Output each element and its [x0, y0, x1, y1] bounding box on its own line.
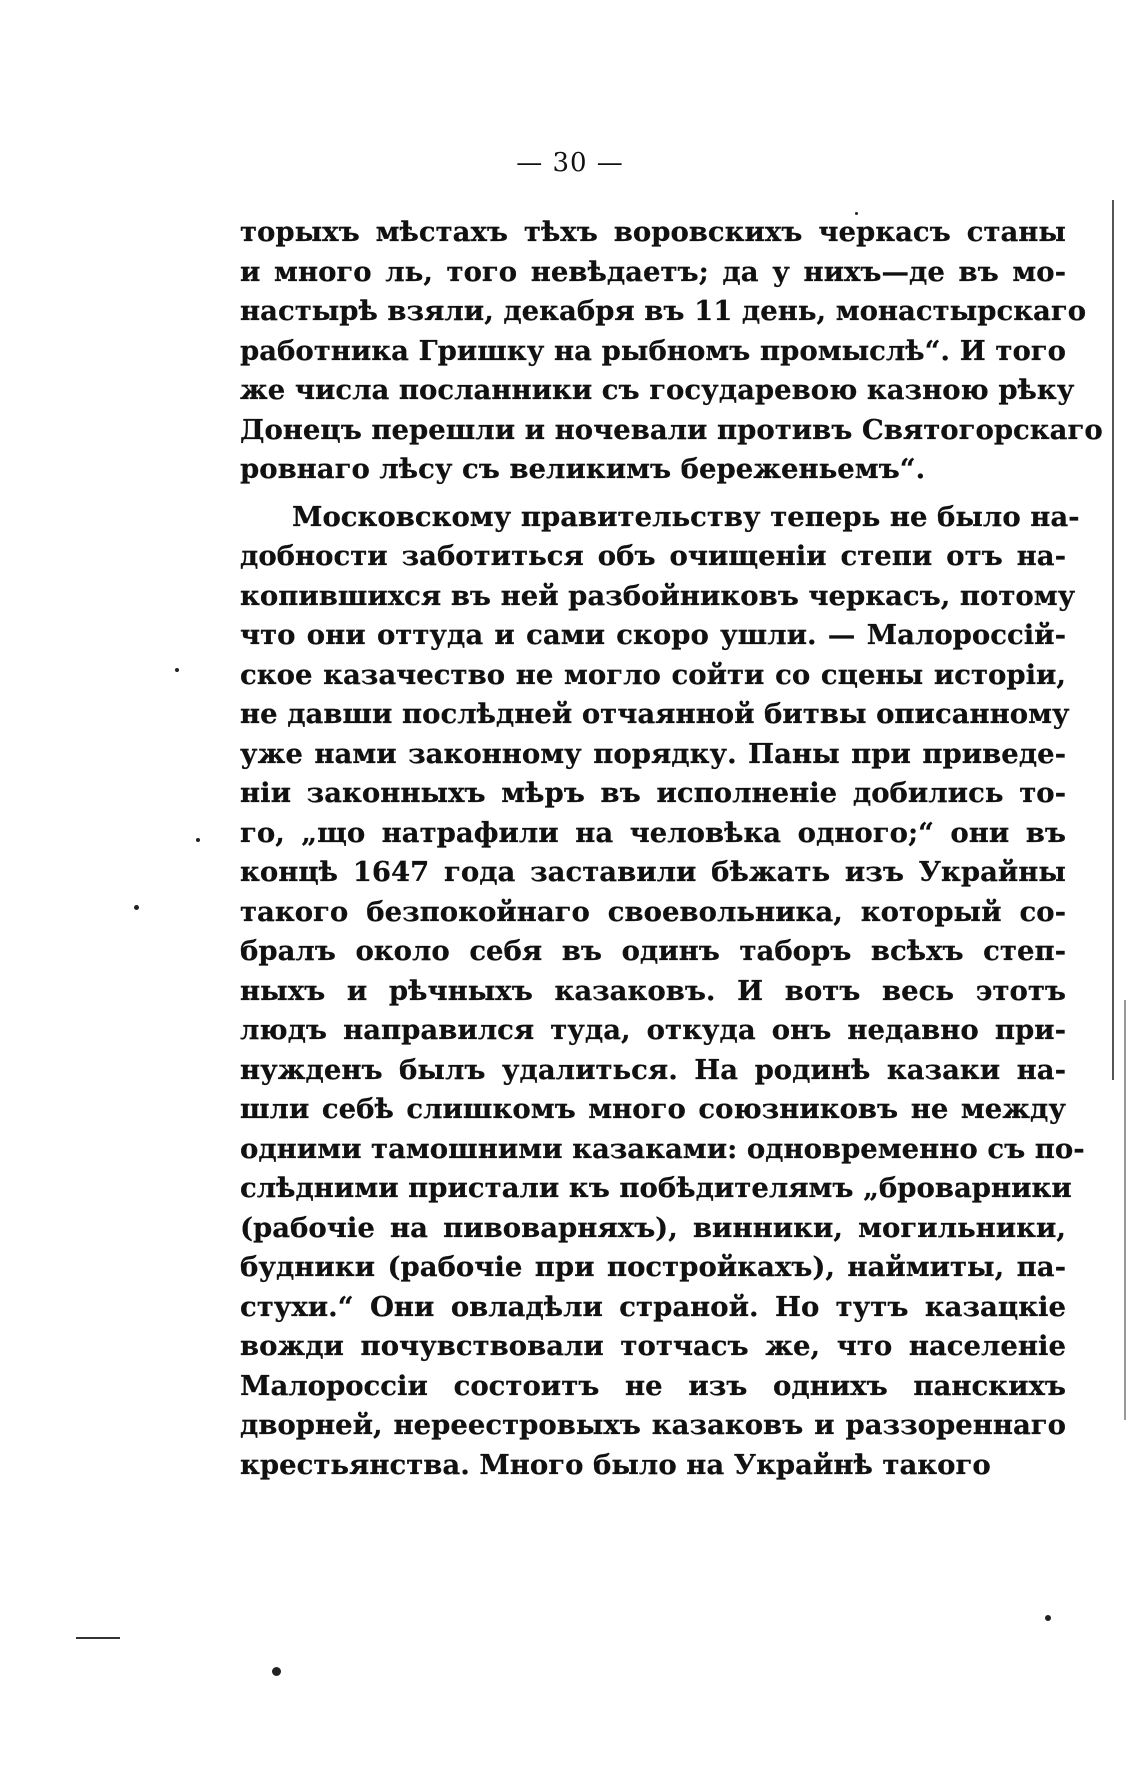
page-number: — 30 — — [516, 148, 624, 178]
scan-speck — [134, 905, 139, 910]
text-line: вожди почувствовали тотчасъ же, что населеніе — [240, 1330, 1066, 1362]
text-line: настырѣ взяли, декабря въ 11 день, монастырскаго — [240, 295, 1087, 327]
text-line: не давши послѣдней отчаянной битвы описанному — [240, 698, 1070, 730]
scan-speck — [1045, 1615, 1051, 1621]
text-line: такого безпокойнаго своевольника, который со- — [240, 895, 1066, 928]
text-line: ское казачество не могло сойти со сцены исторіи, — [240, 658, 1066, 691]
text-line: что они оттуда и сами скоро ушли. — Малороссій- — [240, 619, 1066, 651]
text-line: Московскому правительству теперь не было на- — [292, 500, 1080, 533]
text-line: крестьянства. Много было на Украйнѣ такого — [240, 1448, 991, 1481]
text-line: копившихся въ ней разбойниковъ черкасъ, потому — [240, 579, 1076, 612]
text-line: го, „що натрафили на человѣка одного;“ они въ — [240, 816, 1066, 849]
scan-speck — [855, 212, 858, 215]
text-line: Донецъ перешли и ночевали противъ Святогорскаго — [240, 413, 1103, 446]
scan-speck — [196, 838, 200, 842]
scan-edge-line — [1124, 1000, 1126, 1420]
text-line: уже нами законному порядку. Паны при приведе- — [240, 737, 1066, 770]
text-line: нужденъ былъ удалиться. На родинѣ казаки на- — [240, 1053, 1066, 1086]
text-line: слѣдними пристали къ побѣдителямъ „броварники — [240, 1172, 1072, 1204]
scan-speck — [175, 668, 179, 672]
text-line: будники (рабочіе при постройкахъ), наймиты, па- — [240, 1251, 1066, 1283]
text-line: торыхъ мѣстахъ тѣхъ воровскихъ черкасъ станы — [240, 216, 1066, 248]
text-line: и много ль, того невѣдаетъ; да у нихъ—де въ мо- — [240, 255, 1066, 288]
text-line: (рабочіе на пивоварняхъ), винники, могильники, — [240, 1211, 1066, 1244]
scan-edge-line — [1112, 200, 1114, 1080]
text-line: одними тамошними казаками: одновременно съ по- — [240, 1132, 1085, 1165]
text-line: ныхъ и рѣчныхъ казаковъ. И вотъ весь этотъ — [240, 974, 1066, 1007]
text-line: же числа посланники съ государевою казною рѣку — [240, 374, 1075, 406]
text-line: добности заботиться объ очищеніи степи отъ на- — [240, 540, 1066, 572]
text-line: работника Гришку на рыбномъ промыслѣ“. И того — [240, 334, 1066, 367]
text-line: шли себѣ слишкомъ много союзниковъ не между — [240, 1093, 1066, 1125]
scan-speck — [272, 1667, 281, 1676]
text-line: концѣ 1647 года заставили бѣжать изъ Украйны — [240, 856, 1066, 888]
text-line: бралъ около себя въ одинъ таборъ всѣхъ степ- — [240, 935, 1066, 967]
text-block — [240, 213, 1103, 1485]
text-line: ніи законныхъ мѣръ въ исполненіе добились то- — [240, 777, 1066, 809]
text-line: людъ направился туда, откуда онъ недавно при- — [240, 1014, 1066, 1046]
text-line: ровнаго лѣсу съ великимъ береженьемъ“. — [240, 453, 926, 485]
text-line: стухи.“ Они овладѣли страной. Но тутъ казацкіе — [240, 1290, 1066, 1323]
text-line: дворней, нереестровыхъ казаковъ и раззореннаго — [240, 1409, 1066, 1441]
text-line: Малороссіи состоитъ не изъ однихъ панскихъ — [240, 1369, 1066, 1402]
scan-dash — [76, 1637, 120, 1639]
